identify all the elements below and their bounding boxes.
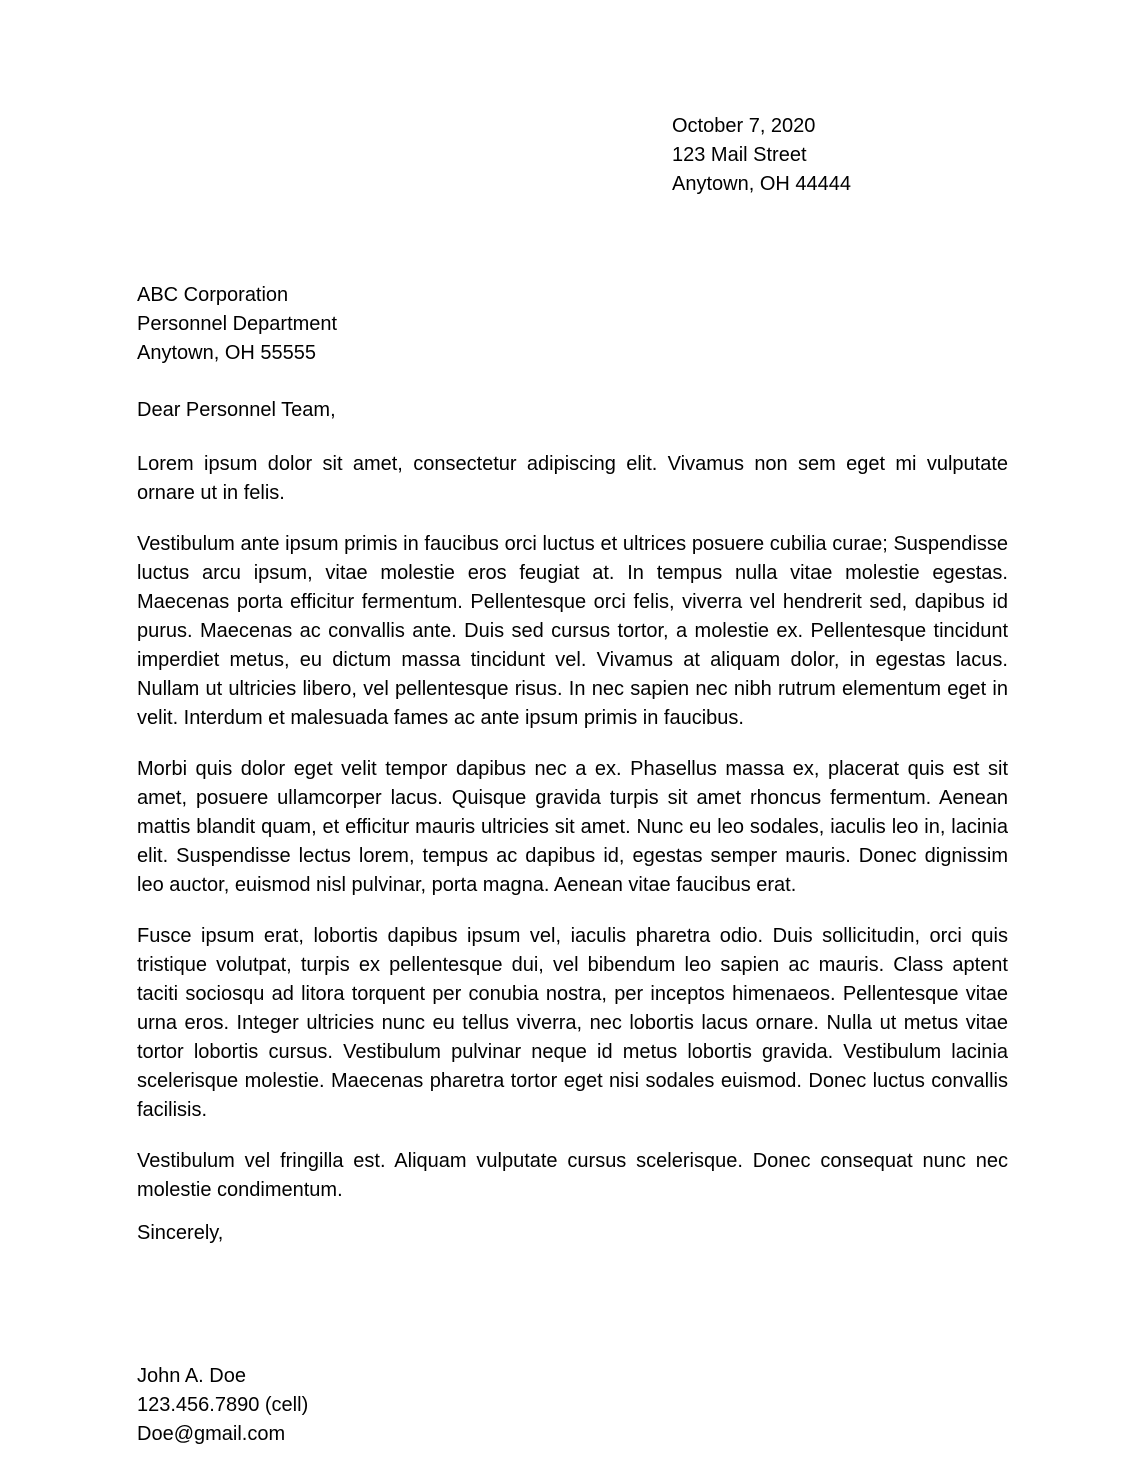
sender-address-line2: Anytown, OH 44444 bbox=[672, 173, 851, 195]
valediction: Sincerely, bbox=[137, 1222, 224, 1244]
recipient-city: Anytown, OH 55555 bbox=[137, 342, 316, 364]
recipient-block bbox=[137, 281, 1008, 368]
signature-name: John A. Doe bbox=[137, 1365, 246, 1387]
signature-phone: 123.456.7890 (cell) bbox=[137, 1394, 309, 1416]
salutation: Dear Personnel Team, bbox=[137, 399, 336, 421]
recipient-company: ABC Corporation bbox=[137, 284, 289, 306]
sender-date: October 7, 2020 bbox=[672, 115, 816, 137]
body-paragraph: Fusce ipsum erat, lobortis dapibus ipsum vel, iaculis pharetra odio. Duis sollicitudin, orci quis tristique volutpat, turpis ex pellentesque dui, vel bibendum leo sapien ac mauris. Class aptent taciti sociosqu ad litora torquent per conubia nostra, per inceptos himenaeos. Pellentesque vitae urna eros. Integer ultricies nunc eu tellus viverra, nec lobortis lacus ornare. Nulla ut metus vitae tortor lobortis cursus. Vestibulum pulvinar neque id metus lobortis gravida. Vestibulum lacinia scelerisque molestie. Maecenas pharetra tortor eget nisi sodales euismod. Donec luctus convallis facilisis. bbox=[137, 925, 1008, 1121]
body-paragraph: Vestibulum vel fringilla est. Aliquam vulputate cursus scelerisque. Donec consequat nunc nec molestie condimentum. bbox=[137, 1150, 1008, 1201]
sender-address-line1: 123 Mail Street bbox=[672, 144, 807, 166]
body-paragraph: Lorem ipsum dolor sit amet, consectetur adipiscing elit. Vivamus non sem eget mi vulputate ornare ut in felis. bbox=[137, 453, 1008, 504]
body-paragraph: Vestibulum ante ipsum primis in faucibus orci luctus et ultrices posuere cubilia curae; Suspendisse luctus arcu ipsum, vitae molestie eros feugiat at. In tempus nulla vitae molestie egestas. Maecenas porta efficitur fermentum. Pellentesque orci felis, viverra vel hendrerit sed, dapibus id purus. Maecenas ac convallis ante. Duis sed cursus tortor, a molestie ex. Pellentesque tincidunt imperdiet metus, eu dictum massa tincidunt vel. Vivamus at aliquam dolor, in egestas lacus. Nullam ut ultricies libero, vel pellentesque risus. In nec sapien nec nibh rutrum elementum eget in velit. Interdum et malesuada fames ac ante ipsum primis in faucibus. bbox=[137, 533, 1008, 729]
signature-block bbox=[137, 1362, 1008, 1449]
body-paragraph: Morbi quis dolor eget velit tempor dapibus nec a ex. Phasellus massa ex, placerat quis est sit amet, posuere ullamcorper lacus. Quisque gravida turpis sit amet rhoncus fermentum. Aenean mattis blandit quam, et efficitur mauris ultricies sit amet. Nunc eu leo sodales, iaculis leo in, lacinia elit. Suspendisse lectus lorem, tempus ac dapibus id, egestas semper mauris. Donec dignissim leo auctor, euismod nisl pulvinar, porta magna. Aenean vitae faucibus erat. bbox=[137, 758, 1008, 896]
signature-email: Doe@gmail.com bbox=[137, 1423, 286, 1445]
recipient-department: Personnel Department bbox=[137, 313, 338, 335]
sender-block bbox=[672, 112, 1008, 199]
